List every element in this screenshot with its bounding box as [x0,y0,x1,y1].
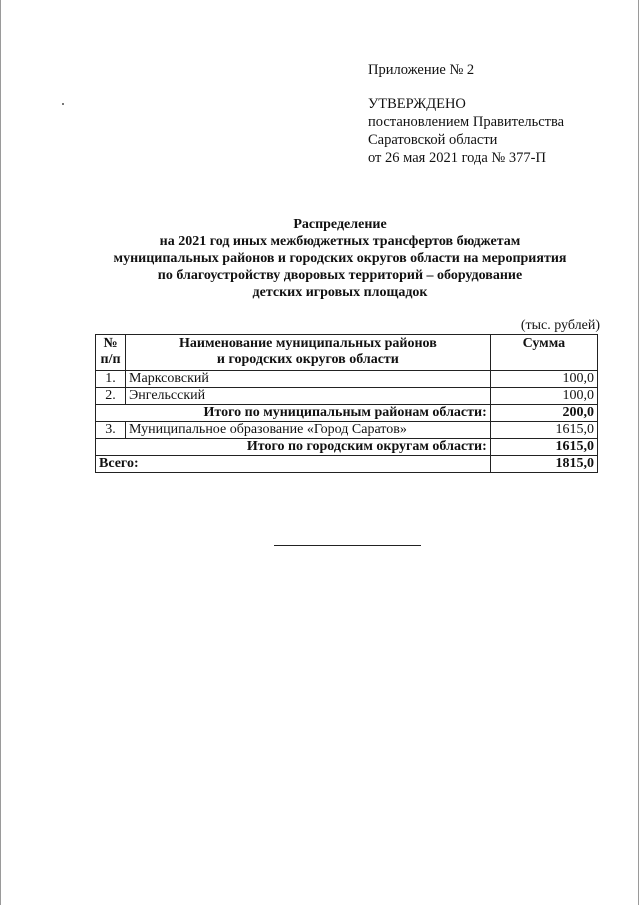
header-number [96,335,126,371]
subtotal-cities-sum: 1615,0 [490,439,597,456]
distribution-table [95,334,598,473]
row-number: 1. [96,371,126,388]
grand-total-row [96,456,598,473]
approved-stamp-text: УТВЕРЖДЕНО [368,96,466,112]
subtotal-districts-label: Итого по муниципальным районам области: [96,405,491,422]
table-row [96,388,598,405]
row-sum: 1615,0 [490,422,597,439]
header-name-line-1: Наименование муниципальных районов [179,336,437,351]
row-name: Марксовский [126,371,491,388]
table-row [96,422,598,439]
units-note: (тыс. рублей) [520,318,600,333]
subtotal-districts-sum: 200,0 [490,405,597,422]
title-line-3: муниципальных районов и городских округов области на мероприятия [113,251,567,266]
annex-number: Приложение № 2 [368,62,475,78]
title-line-5: детских игровых площадок [252,285,428,300]
row-name: Энгельсский [126,388,491,405]
closing-rule [274,545,421,546]
approval-block [368,61,564,167]
header-name-line-2: и городских округов области [216,352,399,367]
row-name: Муниципальное образование «Город Саратов» [126,422,491,439]
header-number-line-1: № [103,336,118,351]
title-line-2: на 2021 год иных межбюджетных трансфертов бюджетам [159,234,521,249]
table-row [96,371,598,388]
table-header-row [96,335,598,371]
subtotal-districts-row [96,405,598,422]
row-number: 3. [96,422,126,439]
title-line-1: Распределение [293,217,387,232]
subtotal-cities-row [96,439,598,456]
approval-line-2: Саратовской области [368,132,498,148]
page-edge-left [0,0,1,905]
scan-speck [62,103,64,105]
row-sum: 100,0 [490,371,597,388]
row-sum: 100,0 [490,388,597,405]
approval-line-3: от 26 мая 2021 года № 377-П [368,150,546,166]
grand-total-label: Всего: [96,456,491,473]
title-line-4: по благоустройству дворовых территорий – оборудование [157,268,523,283]
header-name [126,335,491,371]
row-number: 2. [96,388,126,405]
header-sum: Сумма [490,335,597,371]
approval-line-1: постановлением Правительства [368,114,565,130]
header-number-line-2: п/п [100,352,121,367]
subtotal-cities-label: Итого по городским округам области: [96,439,491,456]
document-title [60,216,620,301]
grand-total-sum: 1815,0 [490,456,597,473]
page-edge-right [638,0,639,905]
